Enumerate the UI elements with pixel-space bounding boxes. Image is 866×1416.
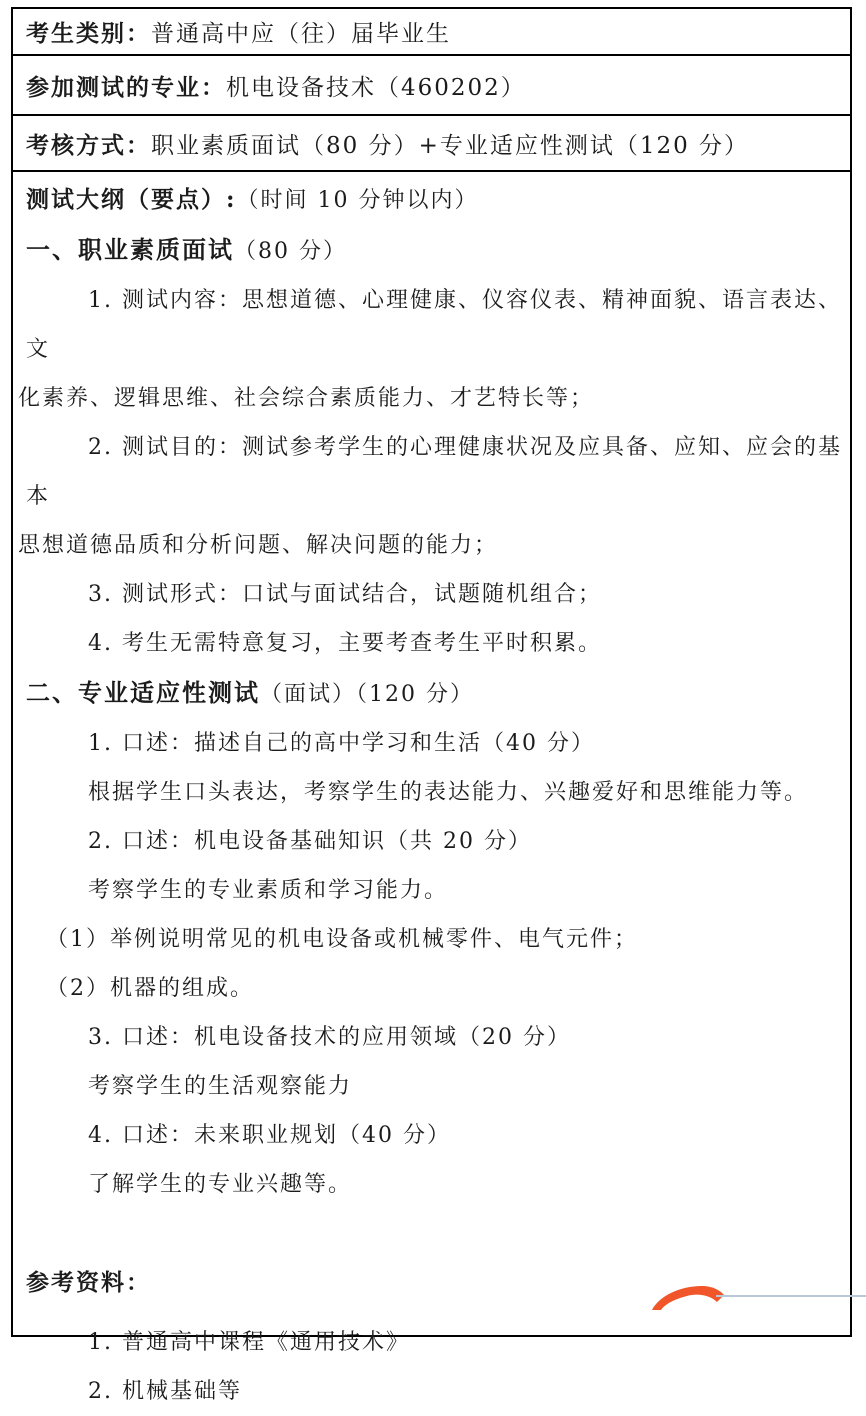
outline-line [26, 1318, 842, 1367]
row-assessment-method [13, 116, 850, 172]
outline-line [26, 175, 842, 225]
outline-line [26, 1367, 842, 1416]
outline-line [26, 423, 842, 521]
outline-line-text: 了解学生的专业兴趣等。 [88, 1172, 353, 1197]
outline-line-bold: 二、专业适应性测试 [26, 678, 260, 707]
row-value: 职业素质面试（80 分）+专业适应性测试（120 分） [151, 132, 750, 159]
orange-swoosh-path [652, 1286, 724, 1310]
outline-line-text: 3. 测试形式：口试与面试结合，试题随机组合； [88, 582, 602, 607]
outline-line [26, 668, 842, 719]
outline-line-text: 3. 口述：机电设备技术的应用领域（20 分） [88, 1025, 571, 1050]
outline-line [26, 225, 842, 276]
outline-lines [18, 175, 842, 1416]
outline-line [26, 768, 842, 817]
row-label: 参加测试的专业： [26, 73, 226, 101]
outline-cell [13, 172, 850, 1404]
outline-line-text: 1. 普通高中课程《通用技术》 [88, 1330, 410, 1355]
outline-line-bold: 参考资料： [26, 1269, 151, 1296]
outline-line [26, 866, 842, 915]
outline-line-text: 2. 测试目的：测试参考学生的心理健康状况及应具备、应知、应会的基本 [26, 435, 842, 509]
outline-line [26, 1111, 842, 1160]
row-label: 考生类别： [26, 20, 151, 47]
divider-line [716, 1295, 866, 1297]
outline-line-text: 4. 考生无需特意复习，主要考查考生平时积累。 [88, 631, 602, 656]
orange-swoosh-icon [650, 1284, 726, 1310]
row-label: 考核方式： [26, 131, 151, 159]
outline-line-text: 2. 机械基础等 [88, 1379, 242, 1404]
outline-line-bold: 测试大纲（要点）: [26, 186, 237, 213]
outline-line-text: 考察学生的生活观察能力 [88, 1074, 353, 1099]
outline-line [26, 570, 842, 619]
outline-line [26, 1160, 842, 1209]
outline-line [26, 276, 842, 374]
row-test-major [13, 56, 850, 116]
outline-line [26, 964, 842, 1013]
outline-line-text: （时间 10 分钟以内） [236, 188, 479, 213]
outline-line [18, 374, 842, 423]
outline-line-text: （80 分） [234, 239, 347, 264]
outline-line-text: 根据学生口头表达，考察学生的表达能力、兴趣爱好和思维能力等。 [88, 780, 809, 805]
row-value: 机电设备技术（460202） [226, 74, 526, 101]
outline-line-text: 1. 测试内容：思想道德、心理健康、仪容仪表、精神面貌、语言表达、文 [26, 288, 842, 362]
outline-line-text: 4. 口述：未来职业规划（40 分） [88, 1123, 451, 1148]
outline-line-text: 2. 口述：机电设备基础知识（共 20 分） [88, 829, 532, 854]
outline-line-text: 1. 口述：描述自己的高中学习和生活（40 分） [88, 731, 595, 756]
outline-line [26, 915, 842, 964]
outline-line [26, 719, 842, 768]
outline-line [18, 521, 842, 570]
outline-line [26, 1062, 842, 1111]
outline-line-text: 思想道德品质和分析问题、解决问题的能力； [18, 533, 499, 558]
outline-line-text: 考察学生的专业素质和学习能力。 [88, 878, 449, 903]
doc-table [11, 7, 852, 1404]
outline-line-text: （2）机器的组成。 [46, 976, 254, 1001]
outline-line-bold: 一、职业素质面试 [26, 235, 234, 264]
outline-line-text: 化素养、逻辑思维、社会综合素质能力、才艺特长等； [18, 386, 595, 411]
outline-line [26, 817, 842, 866]
outline-line [26, 1013, 842, 1062]
outline-line [26, 619, 842, 668]
outline-line-text: （1）举例说明常见的机电设备或机械零件、电气元件； [46, 927, 638, 952]
row-value: 普通高中应（往）届毕业生 [151, 21, 451, 47]
row-candidate-type [13, 9, 850, 56]
outline-line-text: （面试）（120 分） [260, 682, 474, 707]
